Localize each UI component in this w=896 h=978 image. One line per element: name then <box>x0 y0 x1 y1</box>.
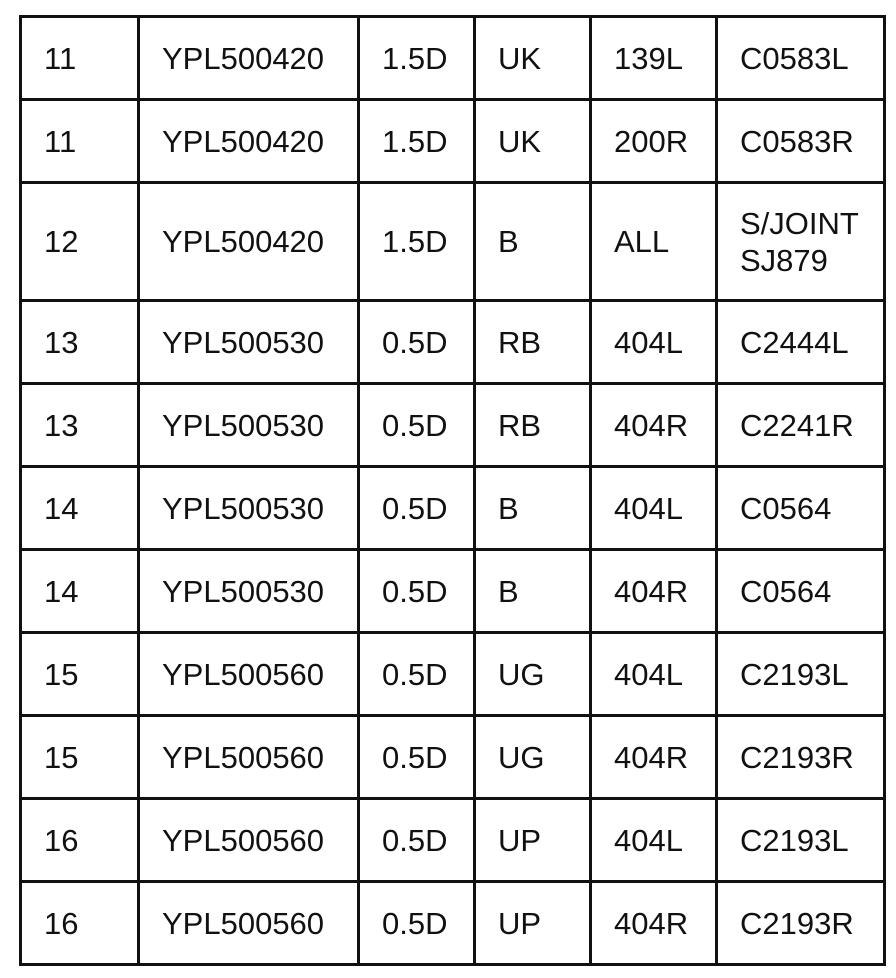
table-cell: RB <box>475 384 591 467</box>
parts-table <box>19 15 886 966</box>
table-cell: UG <box>475 633 591 716</box>
table-cell: YPL500560 <box>139 799 359 882</box>
table-cell: 404L <box>591 633 717 716</box>
table-cell: 1.5D <box>359 183 475 301</box>
table-cell: C2241R <box>717 384 885 467</box>
table-cell: 0.5D <box>359 882 475 965</box>
table-cell: 0.5D <box>359 716 475 799</box>
table-row <box>21 882 885 965</box>
table-row <box>21 301 885 384</box>
table-cell: 1.5D <box>359 100 475 183</box>
table-row <box>21 550 885 633</box>
table-cell: C0583R <box>717 100 885 183</box>
table-cell: C0564 <box>717 467 885 550</box>
table-cell: ALL <box>591 183 717 301</box>
table-cell: C0564 <box>717 550 885 633</box>
table-cell: 13 <box>21 301 139 384</box>
table-cell: C2193R <box>717 716 885 799</box>
table-cell: YPL500560 <box>139 716 359 799</box>
table-cell: 1.5D <box>359 17 475 100</box>
table-cell: 404R <box>591 716 717 799</box>
table-cell: 404L <box>591 301 717 384</box>
table-cell: RB <box>475 301 591 384</box>
table-cell: UG <box>475 716 591 799</box>
table-row <box>21 633 885 716</box>
table-cell: C2193L <box>717 799 885 882</box>
table-cell: UK <box>475 17 591 100</box>
table-cell: 14 <box>21 467 139 550</box>
table-cell: 11 <box>21 17 139 100</box>
table-cell: 0.5D <box>359 384 475 467</box>
table-cell: B <box>475 183 591 301</box>
table-cell: 200R <box>591 100 717 183</box>
table-cell: UK <box>475 100 591 183</box>
table-cell: 404L <box>591 799 717 882</box>
table-cell: C2444L <box>717 301 885 384</box>
table-cell: 0.5D <box>359 301 475 384</box>
table-cell: B <box>475 467 591 550</box>
table-cell: 15 <box>21 716 139 799</box>
table-row <box>21 100 885 183</box>
table-cell: 404R <box>591 882 717 965</box>
table-cell: YPL500560 <box>139 882 359 965</box>
table-cell: UP <box>475 882 591 965</box>
table-cell: 0.5D <box>359 550 475 633</box>
table-cell: C2193R <box>717 882 885 965</box>
table-row <box>21 799 885 882</box>
table-cell: YPL500560 <box>139 633 359 716</box>
table-cell: 12 <box>21 183 139 301</box>
table-cell: 16 <box>21 799 139 882</box>
table-cell: 404R <box>591 550 717 633</box>
table-cell: YPL500420 <box>139 183 359 301</box>
table-cell: 15 <box>21 633 139 716</box>
table-cell: C2193L <box>717 633 885 716</box>
table-cell: YPL500530 <box>139 301 359 384</box>
table-row <box>21 17 885 100</box>
table-row <box>21 183 885 301</box>
table-row <box>21 716 885 799</box>
table-cell: YPL500530 <box>139 550 359 633</box>
table-row <box>21 467 885 550</box>
table-cell: YPL500530 <box>139 467 359 550</box>
table-cell: YPL500420 <box>139 100 359 183</box>
table-cell: YPL500530 <box>139 384 359 467</box>
parts-table-body <box>21 17 885 965</box>
table-cell: 404R <box>591 384 717 467</box>
table-cell: 404L <box>591 467 717 550</box>
table-cell: 11 <box>21 100 139 183</box>
table-cell: S/JOINT SJ879 <box>717 183 885 301</box>
table-cell: 14 <box>21 550 139 633</box>
table-cell: 0.5D <box>359 633 475 716</box>
table-cell: B <box>475 550 591 633</box>
table-cell: 0.5D <box>359 799 475 882</box>
table-row <box>21 384 885 467</box>
table-cell: C0583L <box>717 17 885 100</box>
table-cell: YPL500420 <box>139 17 359 100</box>
table-cell: 139L <box>591 17 717 100</box>
table-cell: 0.5D <box>359 467 475 550</box>
table-cell: 13 <box>21 384 139 467</box>
table-cell: 16 <box>21 882 139 965</box>
table-cell: UP <box>475 799 591 882</box>
